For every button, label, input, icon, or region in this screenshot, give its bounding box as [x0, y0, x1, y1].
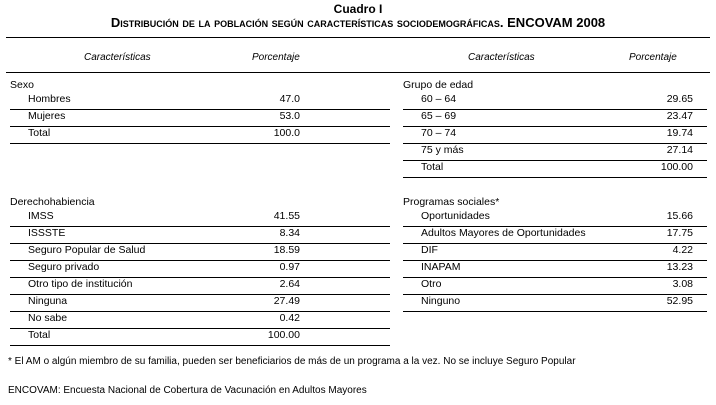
programas-value: 52.95 [666, 295, 693, 307]
derechohabiencia-label: IMSS [28, 210, 54, 222]
programas-label: DIF [421, 244, 438, 256]
sexo-label: Mujeres [28, 110, 66, 122]
sexo-row [10, 92, 390, 110]
sexo-value: 53.0 [279, 110, 300, 122]
derechohabiencia-value: 0.97 [279, 261, 300, 273]
programas-row [403, 226, 707, 244]
header-top-rule [6, 37, 710, 38]
grupo-edad-label: 75 y más [421, 144, 464, 156]
sexo-value: 47.0 [279, 93, 300, 105]
derechohabiencia-label: Seguro Popular de Salud [28, 244, 146, 256]
grupo-edad-value: 100.00 [660, 161, 693, 173]
programas-label: Adultos Mayores de Oportunidades [421, 227, 586, 239]
derechohabiencia-value: 27.49 [273, 295, 300, 307]
programas-label: Otro [421, 278, 442, 290]
derechohabiencia-row [10, 277, 390, 295]
programas-label: Oportunidades [421, 210, 490, 222]
derechohabiencia-label: Ninguna [28, 295, 68, 307]
derechohabiencia-label: Otro tipo de institución [28, 278, 133, 290]
grupo-edad-row [403, 92, 707, 110]
grupo-edad-row [403, 109, 707, 127]
header-bottom-rule [6, 72, 710, 73]
section-heading-grupo-edad: Grupo de edad [403, 79, 474, 91]
grupo-edad-value: 23.47 [666, 110, 693, 122]
grupo-edad-row [403, 160, 707, 178]
grupo-edad-label: 65 – 69 [421, 110, 457, 122]
programas-row [403, 277, 707, 295]
derechohabiencia-label: Total [28, 329, 51, 341]
programas-row [403, 294, 707, 312]
programas-row [403, 260, 707, 278]
programas-value: 17.75 [666, 227, 693, 239]
right-col-header-characteristics: Características [468, 52, 535, 63]
grupo-edad-label: 60 – 64 [421, 93, 457, 105]
table-number: Cuadro I [333, 2, 383, 16]
derechohabiencia-label: ISSSTE [28, 227, 66, 239]
grupo-edad-value: 27.14 [666, 144, 693, 156]
sexo-row [10, 109, 390, 127]
sexo-row [10, 126, 390, 144]
derechohabiencia-row [10, 209, 390, 227]
derechohabiencia-value: 18.59 [273, 244, 300, 256]
left-col-header-characteristics: Características [84, 52, 151, 63]
programas-label: Ninguno [421, 295, 461, 307]
programas-value: 13.23 [666, 261, 693, 273]
derechohabiencia-row [10, 328, 390, 346]
derechohabiencia-row [10, 226, 390, 244]
programas-value: 15.66 [666, 210, 693, 222]
derechohabiencia-row [10, 260, 390, 278]
derechohabiencia-row [10, 311, 390, 329]
left-col-header-percentage: Porcentaje [252, 52, 300, 63]
section-heading-programas-sociales: Programas sociales* [403, 196, 500, 208]
section-heading-sexo: Sexo [10, 79, 34, 91]
derechohabiencia-value: 0.42 [279, 312, 300, 324]
derechohabiencia-row [10, 294, 390, 312]
sexo-value: 100.0 [273, 127, 300, 139]
grupo-edad-value: 19.74 [666, 127, 693, 139]
programas-value: 4.22 [672, 244, 693, 256]
sexo-label: Hombres [28, 93, 71, 105]
derechohabiencia-label: Seguro privado [28, 261, 100, 273]
grupo-edad-row [403, 143, 707, 161]
abbreviation-note: ENCOVAM: Encuesta Nacional de Cobertura de Vacunación en Adultos Mayores [8, 385, 367, 396]
programas-row [403, 209, 707, 227]
derechohabiencia-value: 100.00 [267, 329, 300, 341]
grupo-edad-value: 29.65 [666, 93, 693, 105]
derechohabiencia-value: 8.34 [279, 227, 300, 239]
sexo-label: Total [28, 127, 51, 139]
derechohabiencia-value: 41.55 [273, 210, 300, 222]
programas-value: 3.08 [672, 278, 693, 290]
grupo-edad-row [403, 126, 707, 144]
footnote: * El AM o algún miembro de su familia, pueden ser beneficiarios de más de un programa a la vez. No se incluye Seguro Popular [8, 356, 576, 367]
programas-row [403, 243, 707, 261]
derechohabiencia-row [10, 243, 390, 261]
right-col-header-percentage: Porcentaje [629, 52, 677, 63]
grupo-edad-label: Total [421, 161, 444, 173]
programas-label: INAPAM [421, 261, 461, 273]
derechohabiencia-value: 2.64 [279, 278, 300, 290]
table-title: Distribución de la población según características sociodemográficas. ENCOVAM 2008 [110, 15, 606, 30]
grupo-edad-label: 70 – 74 [421, 127, 457, 139]
derechohabiencia-label: No sabe [28, 312, 68, 324]
section-heading-derechohabiencia: Derechohabiencia [10, 196, 95, 208]
